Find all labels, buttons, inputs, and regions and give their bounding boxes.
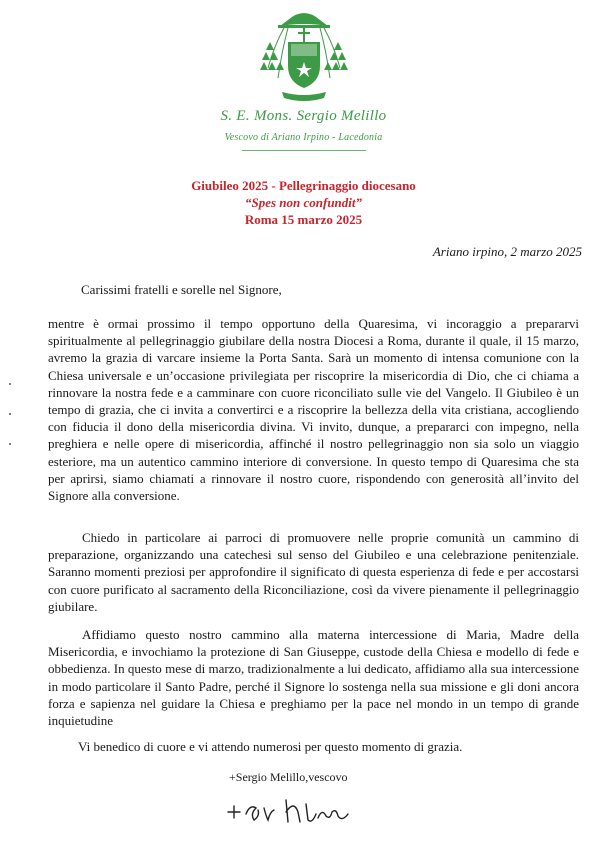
letter-heading-motto: “Spes non confundit” xyxy=(244,195,363,210)
scan-mark xyxy=(9,383,11,385)
body-paragraph-2: Chiedo in particolare ai parroci di promuovere nelle proprie comunità un cammino di preparazione, organizzando una catechesi sul senso del Giubileo e una celebrazione penitenziale. Saranno momenti preziosi per approfondire il significato di questa esperienza di fede e per accostarsi con cuore purificato al sacramento della Riconciliazione, così da vivere pienamente il pellegrinaggio giubilare. xyxy=(48,530,579,614)
letter-date: Ariano irpino, 2 marzo 2025 xyxy=(432,244,582,259)
scan-mark xyxy=(9,413,11,415)
letter-heading-date-place: Roma 15 marzo 2025 xyxy=(244,212,363,227)
body-paragraph-3: Affidiamo questo nostro cammino alla materna intercessione di Maria, Madre della Misericordia, e invochiamo la protezione di San Giuseppe, custode della Chiesa e modello di fede e obbedienza. In questo mese di marzo, tradizionalmente a lui dedicato, affidiamo alla sua intercessione in modo particolare il Santo Padre, perché il Signore lo sostenga nella sua missione e gli doni ancora forza e sapienza nel guidare la Chiesa e preghiamo per la pace nel mondo in un tempo di grande inquietudine xyxy=(48,627,579,729)
sender-title: Vescovo di Ariano Irpino - Lacedonia xyxy=(224,132,383,143)
episcopal-coat-of-arms-icon xyxy=(258,6,350,106)
body-paragraph-4: Vi benedico di cuore e vi attendo numerosi per questo momento di grazia. xyxy=(78,739,463,754)
letter-greeting: Carissimi fratelli e sorelle nel Signore, xyxy=(81,282,282,297)
sender-name: S. E. Mons. Sergio Melillo xyxy=(220,108,387,124)
letter-heading-title: Giubileo 2025 - Pellegrinaggio diocesano xyxy=(191,178,416,193)
letterhead-divider xyxy=(242,150,366,151)
handwritten-signature-icon xyxy=(222,790,362,830)
body-paragraph-1: mentre è ormai prossimo il tempo opportuno della Quaresima, vi incoraggio a prepararvi spiritualmente al pellegrinaggio giubilare della nostra Diocesi a Roma, durante il quale, il 15 marzo, avremo la grazia di varcare insieme la Porta Santa. Sarà un momento di intensa comunione con la Chiesa universale e un’occasione privilegiata per riscoprire la misericordia di Dio, che ci chiama a rinnovare la nostra fede e a camminare con cuore riconciliato sulle vie del Vangelo. Il Giubileo è un tempo di grazia, che ci invita a convertirci e a riscoprire la bellezza della vita cristiana, accogliendo con fiducia il dono della misericordia divina. Vi invito, dunque, a prepararci con impegno, nella preghiera e nelle opere di misericordia, affinché il nostro pellegrinaggio non sia solo un viaggio esteriore, ma un autentico cammino interiore di conversione. In questo tempo di Quaresima che sta per aprirsi, siamo chiamati a rinnovare il nostro cuore, rispondendo con generosità all’invito del Signore alla conversione. xyxy=(48,316,579,504)
signature-printed: +Sergio Melillo,vescovo xyxy=(229,770,348,784)
scan-mark xyxy=(9,443,11,445)
